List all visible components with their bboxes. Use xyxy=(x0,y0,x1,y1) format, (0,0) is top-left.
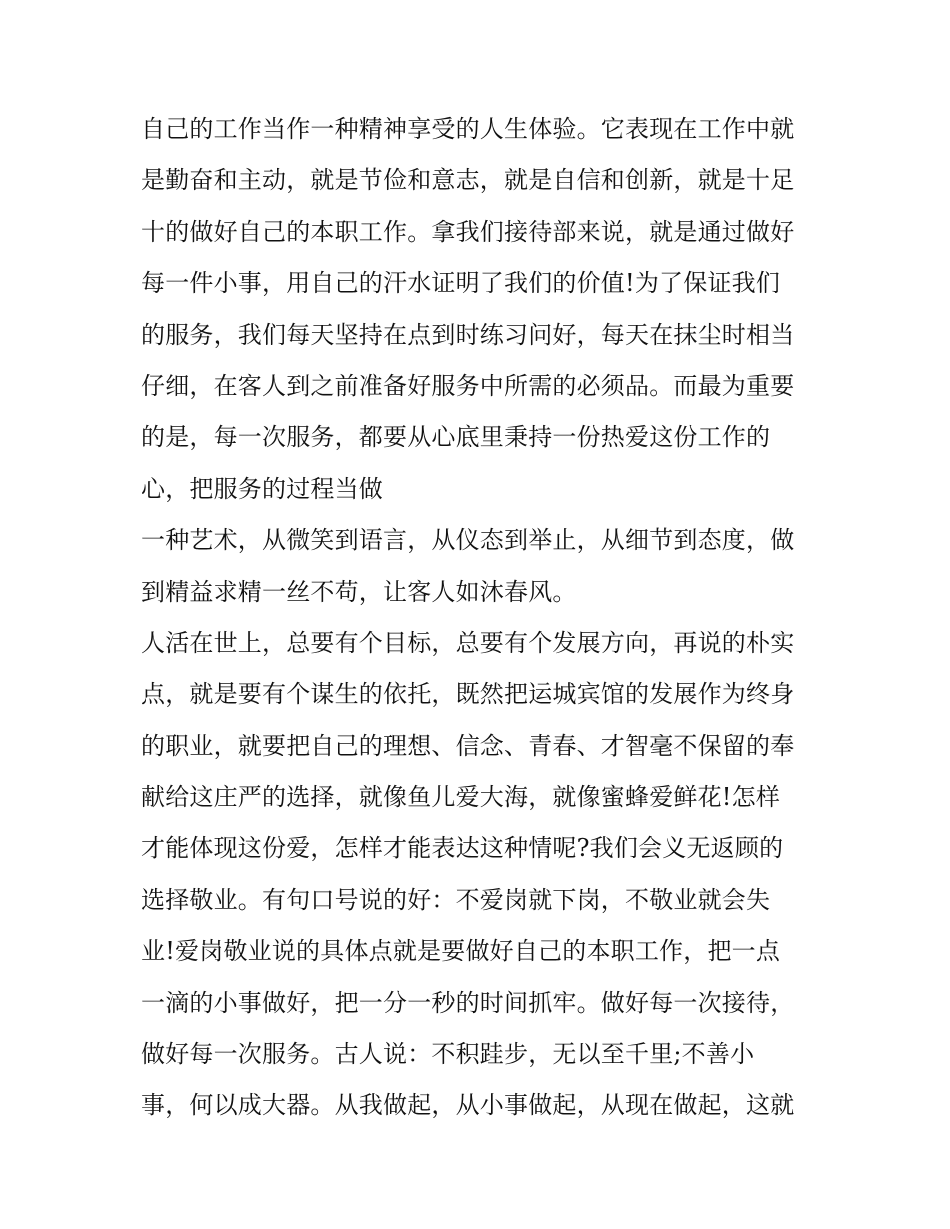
text-line: 业!爱岗敬业说的具体点就是要做好自己的本职工作，把一点 xyxy=(141,937,781,966)
text-line: 是勤奋和主动，就是节俭和意志，就是自信和创新，就是十足 xyxy=(141,166,795,195)
text-line: 的职业，就要把自己的理想、信念、青春、才智毫不保留的奉 xyxy=(141,731,795,760)
text-line: 心，把服务的过程当做 xyxy=(141,474,383,503)
body-text xyxy=(141,104,821,1132)
text-line: 事，何以成大器。从我做起，从小事做起，从现在做起，这就 xyxy=(141,1091,795,1120)
text-line: 才能体现这份爱，怎样才能表达这种情呢?我们会义无返顾的 xyxy=(141,834,784,863)
text-line: 的服务，我们每天坚持在点到时练习问好，每天在抹尘时相当 xyxy=(141,320,795,349)
text-line: 献给这庄严的选择，就像鱼儿爱大海，就像蜜蜂爱鲜花!怎样 xyxy=(141,783,781,812)
text-line: 一滴的小事做好，把一分一秒的时间抓牢。做好每一次接待， xyxy=(141,988,795,1017)
text-line: 每一件小事，用自己的汗水证明了我们的价值!为了保证我们 xyxy=(141,269,781,298)
text-line: 做好每一次服务。古人说：不积跬步，无以至千里;不善小 xyxy=(141,1040,755,1069)
text-line: 到精益求精一丝不苟，让客人如沐春风。 xyxy=(141,577,577,606)
text-line: 十的做好自己的本职工作。拿我们接待部来说，就是通过做好 xyxy=(141,217,795,246)
text-line: 点，就是要有个谋生的依托，既然把运城宾馆的发展作为终身 xyxy=(141,680,795,709)
text-line: 一种艺术，从微笑到语言，从仪态到举止，从细节到态度，做 xyxy=(141,526,795,555)
text-line: 人活在世上，总要有个目标，总要有个发展方向，再说的朴实 xyxy=(141,628,795,657)
text-line: 仔细，在客人到之前准备好服务中所需的必须品。而最为重要 xyxy=(141,371,795,400)
text-line: 的是，每一次服务，都要从心底里秉持一份热爱这份工作的 xyxy=(141,423,771,452)
text-line: 自己的工作当作一种精神享受的人生体验。它表现在工作中就 xyxy=(141,115,795,143)
text-line: 选择敬业。有句口号说的好：不爱岗就下岗，不敬业就会失 xyxy=(141,885,771,914)
